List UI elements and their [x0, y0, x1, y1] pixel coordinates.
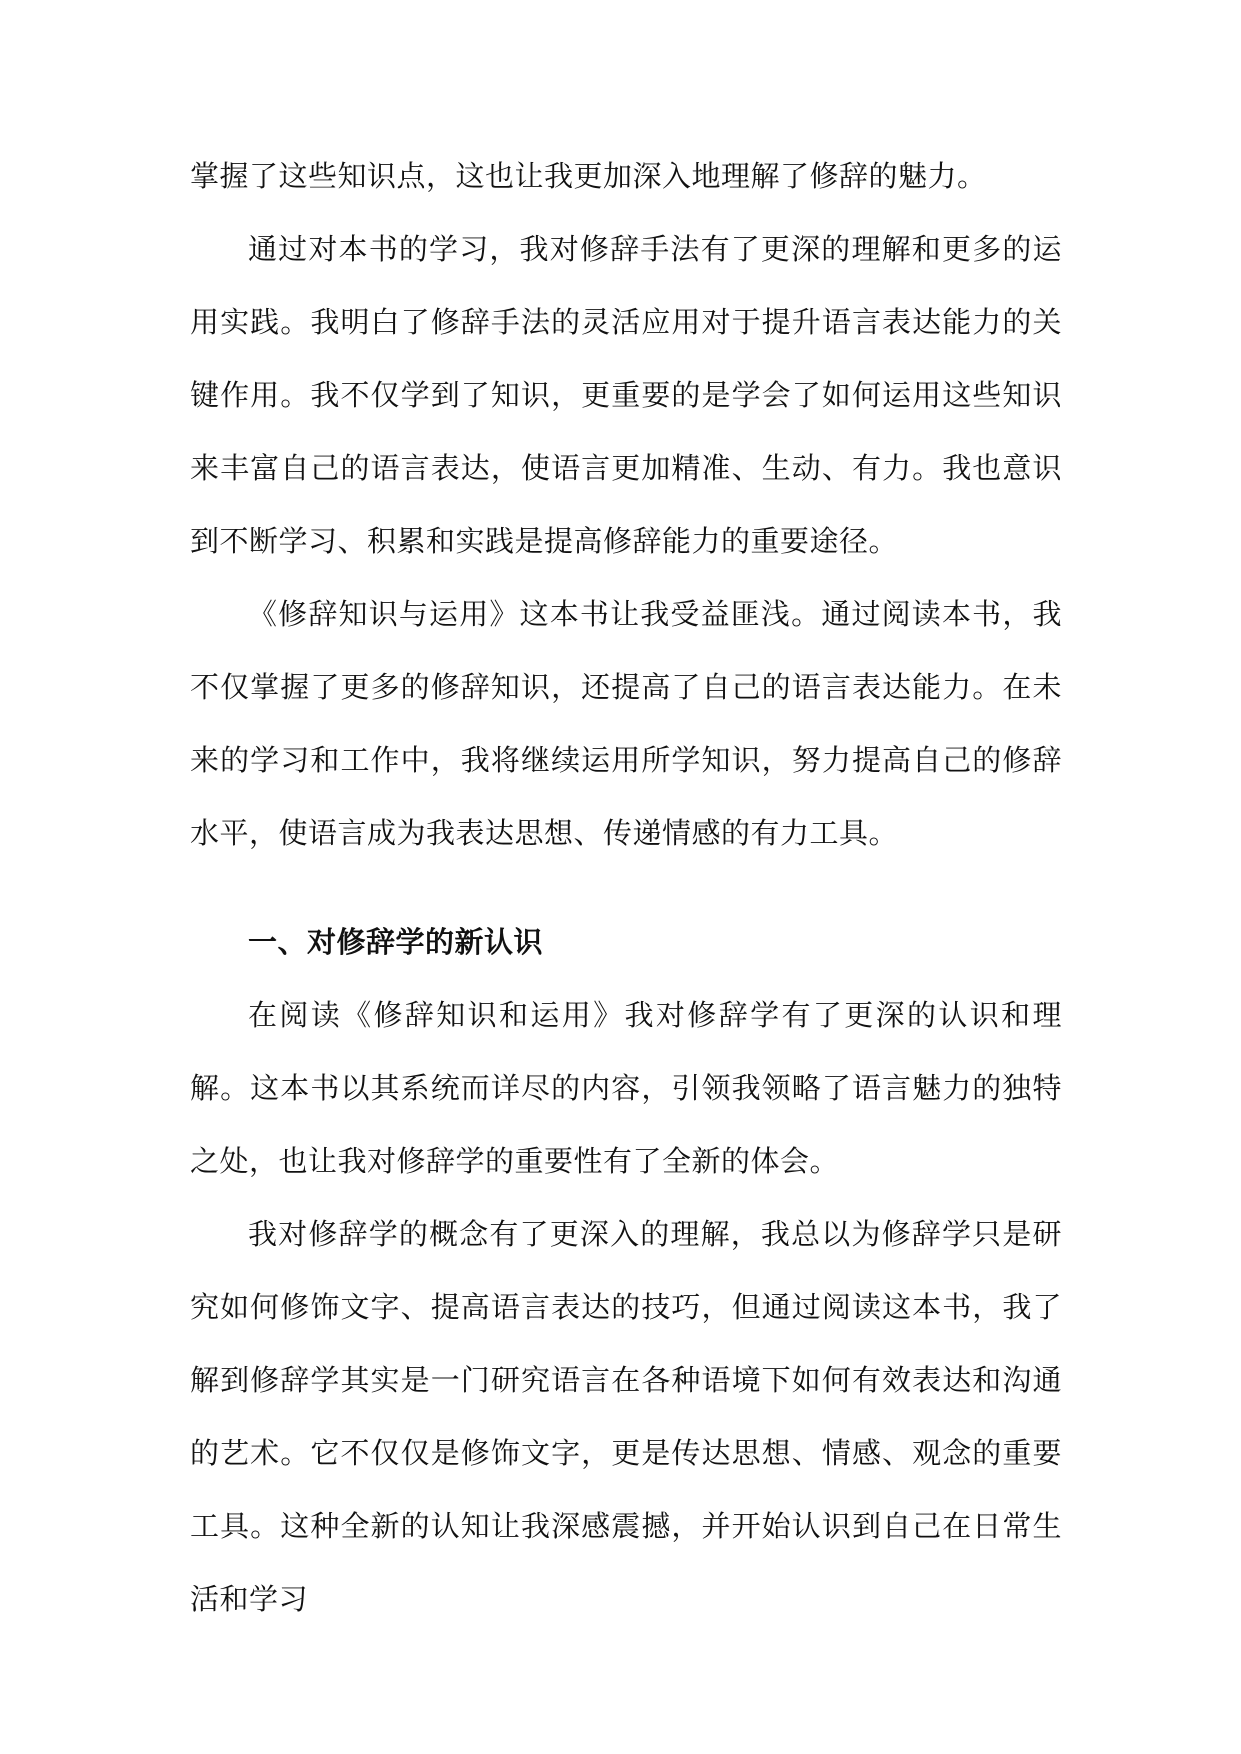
paragraph-study-reflection: 通过对本书的学习，我对修辞手法有了更深的理解和更多的运用实践。我明白了修辞手法的灵活应用对于提升语言表达能力的关键作用。我不仅学到了知识，更重要的是学会了如何运用这些知识来丰富自己的语言表达，使语言更加精准、生动、有力。我也意识到不断学习、积累和实践是提高修辞能力的重要途径。 — [190, 232, 1062, 558]
paragraph-new-understanding: 在阅读《修辞知识和运用》我对修辞学有了更深的认识和理解。这本书以其系统而详尽的内容，引领我领略了语言魅力的独特之处，也让我对修辞学的重要性有了全新的体会。 — [190, 998, 1062, 1178]
section-heading: 一、对修辞学的新认识 — [248, 925, 544, 959]
paragraph-continuation: 掌握了这些知识点，这也让我更加深入地理解了修辞的魅力。 — [190, 159, 987, 193]
document-body — [190, 140, 1062, 1636]
paragraph-book-benefit: 《修辞知识与运用》这本书让我受益匪浅。通过阅读本书，我不仅掌握了更多的修辞知识，还提高了自己的语言表达能力。在未来的学习和工作中，我将继续运用所学知识，努力提高自己的修辞水平，使语言成为我表达思想、传递情感的有力工具。 — [190, 597, 1062, 850]
paragraph-rhetoric-concept: 我对修辞学的概念有了更深入的理解，我总以为修辞学只是研究如何修饰文字、提高语言表达的技巧，但通过阅读这本书，我了解到修辞学其实是一门研究语言在各种语境下如何有效表达和沟通的艺术。它不仅仅是修饰文字，更是传达思想、情感、观念的重要工具。这种全新的认知让我深感震撼，并开始认识到自己在日常生活和学习 — [190, 1217, 1062, 1616]
